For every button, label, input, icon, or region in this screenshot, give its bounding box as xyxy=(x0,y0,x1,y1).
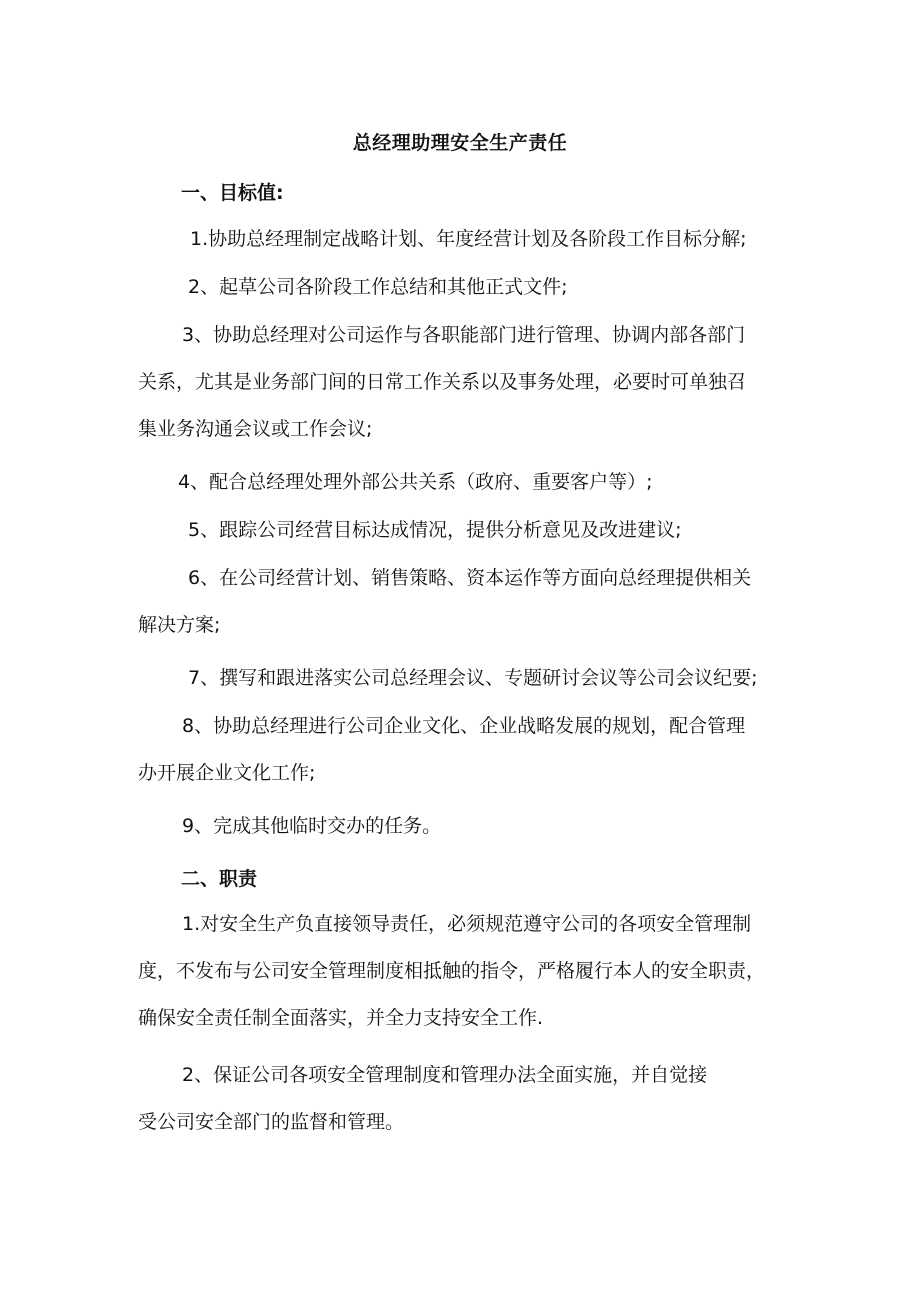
target-item-7 xyxy=(138,655,798,702)
duty-item-1 xyxy=(138,901,798,1042)
paragraph-line: 3、协助总经理对公司运作与各职能部门进行管理、协调内部各部门 xyxy=(182,324,746,346)
paragraph-line: 5、跟踪公司经营目标达成情况，提供分析意见及改进建议; xyxy=(188,519,682,541)
paragraph-line: 解决方案; xyxy=(138,614,221,636)
paragraph-line: 关系，尤其是业务部门间的日常工作关系以及事务处理，必要时可单独召 xyxy=(138,371,747,393)
target-item-5 xyxy=(138,507,798,554)
paragraph-line: 2、保证公司各项安全管理制度和管理办法全面实施，并自觉接 xyxy=(182,1064,708,1086)
paragraph-line: 1.对安全生产负直接领导责任，必须规范遵守公司的各项安全管理制 xyxy=(182,913,752,935)
target-item-1 xyxy=(138,216,798,263)
paragraph-line: 2、起草公司各阶段工作总结和其他正式文件; xyxy=(188,276,568,298)
document-title: 总经理助理安全生产责任 xyxy=(352,132,568,154)
paragraph-line: 集业务沟通会议或工作会议; xyxy=(138,418,373,440)
paragraph-line: 9、完成其他临时交办的任务。 xyxy=(182,815,442,837)
section-heading-targets: 一、目标值: xyxy=(181,182,284,204)
duty-item-2 xyxy=(138,1052,798,1146)
section-heading-duties: 二、职责 xyxy=(181,868,258,890)
target-item-8 xyxy=(138,703,798,797)
target-item-9 xyxy=(138,803,798,850)
paragraph-line: 4、配合总经理处理外部公共关系（政府、重要客户等）; xyxy=(178,471,653,493)
target-item-4 xyxy=(138,459,798,506)
paragraph-line: 8、协助总经理进行公司企业文化、企业战略发展的规划，配合管理 xyxy=(182,715,746,737)
target-item-3 xyxy=(138,312,798,453)
paragraph-line: 6、在公司经营计划、销售策略、资本运作等方面向总经理提供相关 xyxy=(188,567,752,589)
paragraph-line: 确保安全责任制全面落实，并全力支持安全工作. xyxy=(138,1007,544,1029)
target-item-6 xyxy=(138,555,798,649)
paragraph-line: 1.协助总经理制定战略计划、年度经营计划及各阶段工作目标分解; xyxy=(190,228,747,250)
paragraph-line: 7、撰写和跟进落实公司总经理会议、专题研讨会议等公司会议纪要; xyxy=(188,667,758,689)
paragraph-line: 办开展企业文化工作; xyxy=(138,762,316,784)
paragraph-line: 受公司安全部门的监督和管理。 xyxy=(138,1111,405,1133)
target-item-2 xyxy=(138,264,798,311)
paragraph-line: 度，不发布与公司安全管理制度相抵触的指令，严格履行本人的安全职责， xyxy=(138,960,766,982)
